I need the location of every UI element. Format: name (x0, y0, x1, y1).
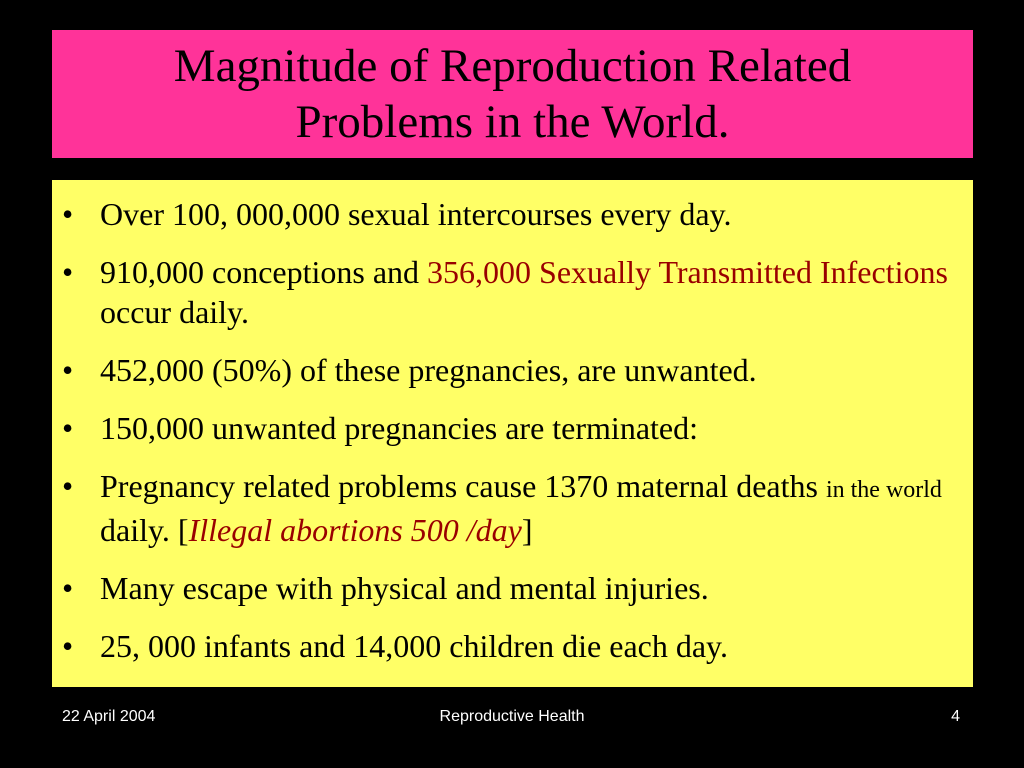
bullet-item (62, 350, 952, 390)
footer-date: 22 April 2004 (62, 708, 156, 725)
bullet-text-part: occur daily. (100, 294, 249, 330)
bullet-text-part: 910,000 conceptions and (100, 254, 428, 290)
bullet-icon: • (62, 410, 74, 446)
title-band (52, 30, 973, 158)
bullet-item (62, 252, 952, 332)
bullet-text-highlight: 356,000 Sexually Transmitted Infections (427, 254, 948, 290)
bullet-text-small: in the world (825, 477, 942, 503)
bullet-item (62, 194, 952, 234)
bullet-item (62, 408, 952, 448)
bullet-text: Many escape with physical and mental injuries. (100, 570, 709, 606)
footer-title: Reproductive Health (439, 708, 585, 725)
content-band (52, 180, 973, 687)
bullet-text-italic: Illegal abortions 500 /day (188, 512, 522, 548)
bullet-icon: • (62, 254, 74, 290)
bullet-icon: • (62, 628, 74, 664)
slide-title: Magnitude of Reproduction Related Problems in the World. (173, 40, 852, 148)
bullet-list (62, 194, 952, 684)
bullet-text-part: ] (521, 512, 533, 548)
bullet-text: 452,000 (50%) of these pregnancies, are unwanted. (100, 352, 757, 388)
bullet-text-part: Pregnancy related problems cause 1370 maternal deaths (100, 468, 826, 504)
bullet-text: Over 100, 000,000 sexual intercourses every day. (100, 196, 732, 232)
bullet-icon: • (62, 570, 74, 606)
bullet-icon: • (62, 352, 74, 388)
bullet-icon: • (62, 196, 74, 232)
bullet-item (62, 568, 952, 608)
bullet-text: 150,000 unwanted pregnancies are terminated: (100, 410, 698, 446)
bullet-text-part: daily. [ (100, 512, 189, 548)
bullet-icon: • (62, 468, 74, 504)
bullet-item (62, 626, 952, 666)
page-number: 4 (951, 708, 960, 725)
bullet-item (62, 466, 952, 550)
bullet-text: 25, 000 infants and 14,000 children die each day. (100, 628, 728, 664)
